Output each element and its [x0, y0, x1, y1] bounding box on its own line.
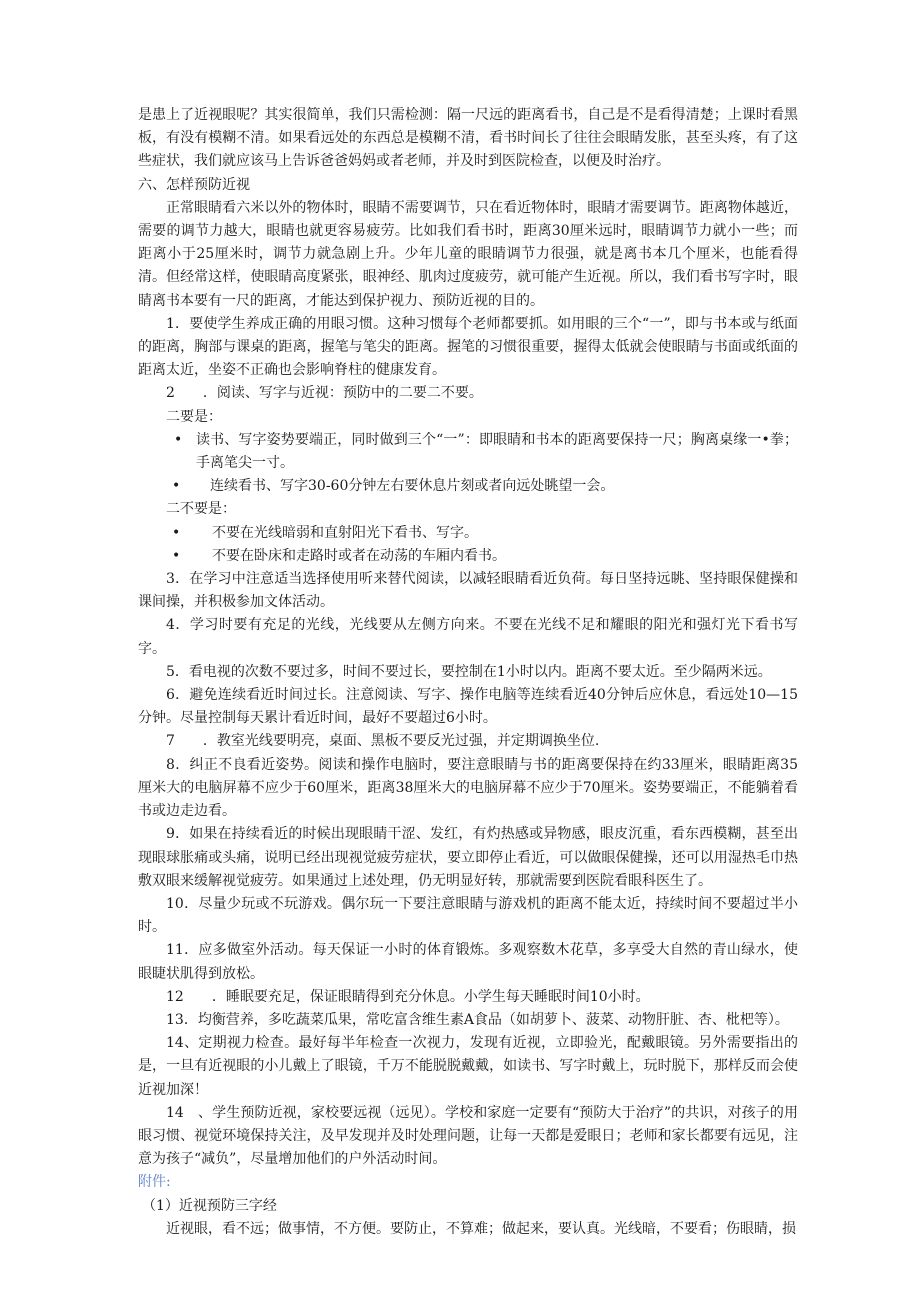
dont-item-1-text: 不要在光线暗弱和直射阳光下看书、写字。	[212, 524, 478, 541]
item-4: 4．学习时要有充足的光线，光线要从左侧方向来。不要在光线不足和耀眼的阳光和强灯光下看书写字。	[138, 617, 798, 657]
section-heading: 六、怎样预防近视	[138, 176, 250, 193]
item-9: 9．如果在持续看近的时候出现眼睛干涩、发红，有灼热感或异物感，眼皮沉重，看东西模糊，甚至出现眼球胀痛或头痛，说明已经出现视觉疲劳症状，要立即停止看近，可以做眼保健操，还可以用湿热毛巾热敷双眼来缓解视觉疲劳。如果通过上述处理，仍无明显好转，那就需要到医院看眼科医生了。	[138, 826, 798, 889]
dont-item-2-text: 不要在卧床和走路时或者在动荡的车厢内看书。	[212, 547, 506, 564]
bullet-icon: •	[172, 478, 181, 495]
bullet-icon: •	[174, 431, 183, 448]
two-dont-heading: 二不要是：	[166, 501, 236, 518]
do-item-1-text: 读书、写字姿势要端正，同时做到三个“一”：即眼睛和书本的距离要保持一尺；胸离桌缘一•拳；手离笔尖一寸。	[196, 431, 798, 472]
do-item-2	[138, 475, 798, 498]
item-5: 5．看电视的次数不要过多，时间不要过长，要控制在1小时以内。距离不要太近。至少隔两米远。	[166, 663, 772, 680]
item-14b: 14 、学生预防近视，家校要远视（远见）。学校和家庭一定要有“预防大于治疗”的共识，对孩子的用眼习惯、视觉环境保持关注，及早发现并及时处理问题，让每一天都是爱眼日；老师和家长都要有远见，注意为孩子“减负”，尽量增加他们的户外活动时间。	[138, 1104, 798, 1168]
item-10: 10．尽量少玩或不玩游戏。偶尔玩一下要注意眼睛与游戏机的距离不能太近，持续时间不要超过半小时。	[138, 895, 798, 936]
do-item-1	[138, 429, 798, 475]
item-12: 12 ．睡眠要充足，保证眼睛得到充分休息。小学生每天睡眠时间10小时。	[166, 988, 650, 1005]
item-14a: 14、定期视力检查。最好每半年检查一次视力，发现有近视，立即验光，配戴眼镜。另外需要指出的是，一旦有近视眼的小儿戴上了眼镜，千万不能脱脱戴戴，如读书、写字时戴上，玩时脱下，那样反而会使近视加深！	[138, 1035, 798, 1098]
rhyme-text: 近视眼，看不远；做事情，不方便。要防止，不算难；做起来，要认真。光线暗，不要看；伤眼睛，损	[166, 1220, 796, 1237]
item-13: 13．均衡营养，多吃蔬菜瓜果，常吃富含维生素A食品（如胡萝卜、菠菜、动物肝脏、杏、枇杷等）。	[166, 1011, 789, 1028]
dont-item-1	[138, 522, 798, 545]
item-11: 11．应多做室外活动。每天保证一小时的体育锻炼。多观察数木花草，多享受大自然的青山绿水，使眼睫状肌得到放松。	[138, 942, 798, 982]
appendix-title: （1）近视预防三字经	[142, 1197, 277, 1214]
explain-paragraph: 正常眼睛看六米以外的物体时，眼睛不需要调节，只在看近物体时，眼睛才需要调节。距离物体越近，需要的调节力越大，眼睛也就更容易疲劳。比如我们看书时，距离30厘米远时，眼睛调节力就小一些；而距离小于25厘米时，调节力就急剧上升。少年儿童的眼睛调节力很强，就是离书本几个厘米，也能看得清。但经常这样，使眼睛高度紧张，眼神经、肌肉过度疲劳，就可能产生近视。所以，我们看书写字时，眼睛离书本要有一尺的距离，才能达到保护视力、预防近视的目的。	[138, 199, 798, 309]
item-7: 7 ．教室光线要明亮，桌面、黑板不要反光过强，并定期调换坐位.	[166, 733, 600, 750]
bullet-icon: •	[172, 547, 181, 564]
item-6: 6．避免连续看近时间过长。注意阅读、写字、操作电脑等连续看近40分钟后应休息，看远处10—15分钟。尽量控制每天累计看近时间，最好不要超过6小时。	[138, 687, 798, 727]
item-2: 2 ．阅读、写字与近视：预防中的二要二不要。	[166, 385, 483, 402]
do-item-2-text: 连续看书、写字30-60分钟左右要休息片刻或者向远处眺望一会。	[210, 478, 615, 495]
two-do-heading: 二要是：	[166, 408, 222, 425]
item-3: 3．在学习中注意适当选择使用听来替代阅读，以减轻眼睛看近负荷。每日坚持远眺、坚持眼保健操和课间操，并积极参加文体活动。	[138, 571, 798, 611]
appendix-label: 附件:	[138, 1174, 171, 1191]
bullet-icon: •	[172, 524, 181, 541]
document-page	[138, 104, 798, 1241]
item-8: 8．纠正不良看近姿势。阅读和操作电脑时，要注意眼睛与书的距离要保持在约33厘米，眼睛距离35厘米大的电脑屏幕不应少于60厘米，距离38厘米大的电脑屏幕不应少于70厘米。姿势要端正，不能躺着看书或边走边看。	[138, 756, 798, 820]
dont-item-2	[138, 545, 798, 568]
item-1: 1．要使学生养成正确的用眼习惯。这种习惯每个老师都要抓。如用眼的三个“一”，即与书本或与纸面的距离，胸部与课桌的距离，握笔与笔尖的距离。握笔的习惯很重要，握得太低就会使眼睛与书面或纸面的距离太近，坐姿不正确也会影响脊柱的健康发育。	[138, 315, 798, 379]
intro-paragraph: 是患上了近视眼呢？其实很简单，我们只需检测：隔一尺远的距离看书，自己是不是看得清楚；上课时看黑板，有没有模糊不清。如果看远处的东西总是模糊不清，看书时间长了往往会眼睛发胀，甚至头疼，有了这些症状，我们就应该马上告诉爸爸妈妈或者老师，并及时到医院检查，以便及时治疗。	[138, 107, 798, 170]
